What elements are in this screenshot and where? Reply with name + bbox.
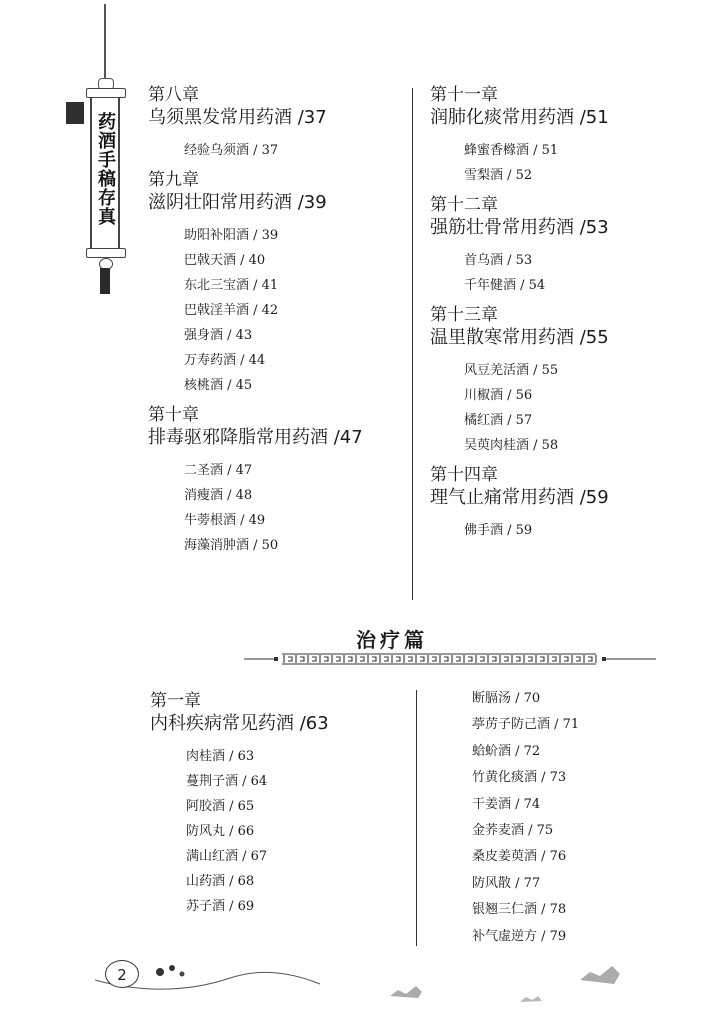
- toc-entry: 竹黄化痰酒 / 73: [472, 770, 567, 786]
- toc-entry: 万寿药酒 / 44: [184, 353, 266, 368]
- toc-entry: 阿胶酒 / 65: [186, 799, 255, 814]
- section-divider: [244, 652, 656, 666]
- toc-entry: 核桃酒 / 45: [184, 378, 253, 393]
- toc-entry: 干姜酒 / 74: [472, 796, 541, 812]
- side-tag-text: 药酒手稿存真: [95, 112, 116, 226]
- toc-entry: 山药酒 / 68: [186, 874, 255, 889]
- toc-entry: 佛手酒 / 59: [464, 523, 533, 538]
- chapter-title: 乌须黑发常用药酒 /37: [148, 107, 327, 128]
- toc-entry: 葶苈子防己酒 / 71: [472, 717, 580, 733]
- right-top-column: [430, 84, 700, 543]
- toc-entry: 蔓荆子酒 / 64: [186, 774, 268, 789]
- chapter-title: 理气止痛常用药酒 /59: [430, 487, 609, 508]
- toc-entry: 肉桂酒 / 63: [186, 749, 255, 764]
- chapter-label: 第十一章: [430, 85, 498, 105]
- right-bottom-column: [472, 686, 692, 950]
- chapter-title: 滋阴壮阳常用药酒 /39: [148, 192, 327, 213]
- tag-side-square: [66, 102, 84, 124]
- tag-string: [104, 4, 106, 82]
- chapter-label: 第一章: [150, 691, 201, 711]
- toc-entry: 银翘三仁酒 / 78: [472, 902, 567, 918]
- toc-entry: 补气虚逆方 / 79: [472, 928, 567, 944]
- toc-entry: 防风丸 / 66: [186, 824, 255, 839]
- left-top-column: [148, 84, 398, 558]
- toc-entry: 巴戟淫羊酒 / 42: [184, 303, 279, 318]
- toc-entry: 橘红酒 / 57: [464, 413, 533, 428]
- chapter-block: [148, 169, 398, 398]
- footer-decoration: [90, 950, 630, 1010]
- tag-cap-bottom: [86, 248, 126, 258]
- column-divider: [412, 88, 413, 600]
- section-title: 治疗篇: [356, 628, 428, 652]
- toc-entry: 海藻消肿酒 / 50: [184, 538, 279, 553]
- chapter-title: 强筋壮骨常用药酒 /53: [430, 217, 609, 238]
- toc-entry: 首乌酒 / 53: [464, 253, 533, 268]
- chapter-title: 内科疾病常见药酒 /63: [150, 713, 329, 734]
- chapter-title: 温里散寒常用药酒 /55: [430, 327, 609, 348]
- toc-entry: 消瘦酒 / 48: [184, 488, 253, 503]
- chapter-block: [430, 304, 700, 458]
- toc-entry: 牛蒡根酒 / 49: [184, 513, 266, 528]
- toc-entry: 川椒酒 / 56: [464, 388, 533, 403]
- toc-entry: 东北三宝酒 / 41: [184, 278, 279, 293]
- chapter-block: [430, 84, 700, 188]
- chapter-block: [430, 194, 700, 298]
- toc-entry: 防风散 / 77: [472, 875, 541, 891]
- toc-entry: 经验乌须酒 / 37: [184, 143, 279, 158]
- toc-entry: 二圣酒 / 47: [184, 463, 253, 478]
- chapter-block: [148, 84, 398, 163]
- chapter-label: 第九章: [148, 170, 199, 190]
- chapter-label: 第十二章: [430, 195, 498, 215]
- toc-entry: 风豆羌活酒 / 55: [464, 363, 559, 378]
- toc-entry: 巴戟天酒 / 40: [184, 253, 266, 268]
- left-bottom-column: [150, 690, 400, 919]
- chapter-title: 润肺化痰常用药酒 /51: [430, 107, 609, 128]
- chapter-title: 排毒驱邪降脂常用药酒 /47: [148, 427, 363, 448]
- chapter-block: [148, 404, 398, 558]
- toc-entry: 吴萸肉桂酒 / 58: [464, 438, 559, 453]
- toc-entry: 满山红酒 / 67: [186, 849, 268, 864]
- toc-entry: 蜂蜜香橼酒 / 51: [464, 143, 559, 158]
- toc-entry: 金荞麦酒 / 75: [472, 823, 554, 839]
- toc-entry: 雪梨酒 / 52: [464, 168, 533, 183]
- toc-entry: 苏子酒 / 69: [186, 899, 255, 914]
- chapter-block: [150, 690, 400, 919]
- chapter-block: [430, 464, 700, 543]
- toc-entry: 桑皮姜萸酒 / 76: [472, 849, 567, 865]
- toc-entry: 蛤蚧酒 / 72: [472, 743, 541, 759]
- toc-entry: 断膈汤 / 70: [472, 691, 541, 706]
- chapter-label: 第十四章: [430, 465, 498, 485]
- column-divider: [416, 690, 417, 946]
- tag-tassel: [100, 268, 110, 294]
- chapter-label: 第十章: [148, 405, 199, 425]
- chapter-label: 第十三章: [430, 305, 498, 325]
- toc-entry: 强身酒 / 43: [184, 328, 253, 343]
- tag-cap-top: [86, 88, 126, 98]
- page-number: 2: [105, 960, 139, 988]
- toc-entry: 助阳补阳酒 / 39: [184, 228, 279, 243]
- chapter-label: 第八章: [148, 85, 199, 105]
- toc-entry: 千年健酒 / 54: [464, 278, 546, 293]
